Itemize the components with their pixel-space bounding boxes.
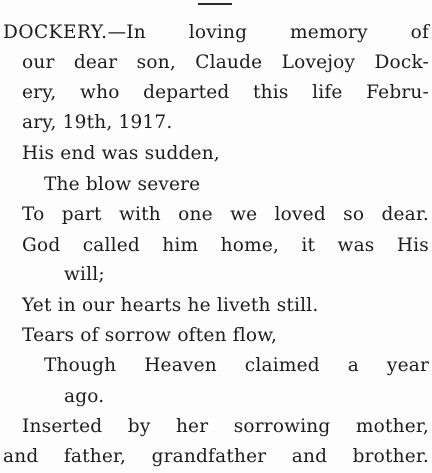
footer-line-1: Inserted by her sorrowing mother, xyxy=(22,416,429,437)
notice-line-1-text: —In loving memory of xyxy=(107,22,429,43)
poem-line-3: To part with one we loved so dear. xyxy=(22,204,429,225)
poem-line-2: The blow severe xyxy=(44,174,201,195)
poem-line-8: Though Heaven claimed a year xyxy=(44,355,429,376)
notice-line-2: our dear son, Claude Lovejoy Dock- xyxy=(22,52,429,73)
notice-line-1 xyxy=(3,22,429,44)
surname: DOCKERY. xyxy=(3,22,108,43)
poem-line-4: God called him home, it was His xyxy=(22,235,429,256)
poem-line-5: will; xyxy=(64,264,105,285)
notice-line-4: ary, 19th, 1917. xyxy=(22,112,173,133)
poem-line-6: Yet in our hearts he liveth still. xyxy=(22,295,319,316)
section-rule xyxy=(198,3,232,5)
poem-line-7: Tears of sorrow often flow, xyxy=(22,325,278,346)
poem-line-1: His end was sudden, xyxy=(22,143,220,164)
notice-line-3: ery, who departed this life Febru- xyxy=(22,82,429,103)
footer-line-2: and father, grandfather and brother. xyxy=(3,446,429,467)
poem-line-9: ago. xyxy=(64,386,105,407)
